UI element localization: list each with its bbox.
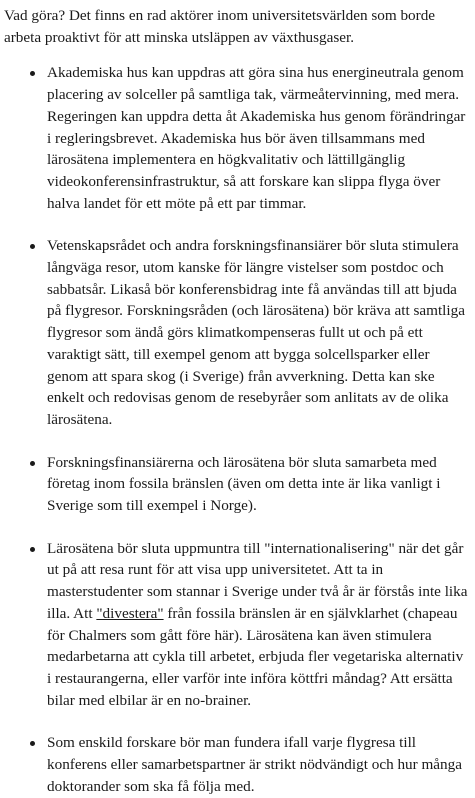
bullet-icon [30,461,35,466]
intro-paragraph: Vad göra? Det finns en rad aktörer inom universitetsvärlden som borde arbeta proaktivt för att minska utsläppen av växthusgaser. [4,7,436,46]
list-item-text: Som enskild forskare bör man fundera ifall varje flygresa till konferens eller samarbetspartner är strikt nödvändigt och hur många doktorander som ska få följa med. [47,734,462,795]
divestera-link[interactable]: "divestera" [96,604,164,622]
bullet-icon [30,244,35,249]
bullet-icon [30,741,35,746]
list-item-text-before: Lärosätena bör sluta uppmuntra till "internationalisering" när det går ut på att resa runt för att visa upp universitetet. Att ta in masterstudenter som stannar i Sverige under två år är förstås inte lika illa. Att [47,539,468,622]
list-item-akademiska-hus [4,62,469,214]
list-item-text: Akademiska hus kan uppdras att göra sina hus energineutrala genom placering av solceller på samtliga tak, värmeåtervinning, med mera. Regeringen kan uppdra detta åt Akademiska hus genom förändringar i regleringsbrevet. Akademiska hus bör även tillsammans med lärosätena implementera en högkvalitativ och lättillgänglig videokonferensinfrastruktur, så att forskare kan slippa flyga över halva landet för ett möte på ett par timmar. [47,64,466,212]
list-item-vetenskapsradet [4,235,469,430]
list-item-text: Vetenskapsrådet och andra forskningsfinansiärer bör sluta stimulera långväga resor, utom kanske för längre vistelser som postdoc och sabbatsår. Likaså bör konferensbidrag inte få användas till att bjuda på flygresor. Forskningsråden (och lärosätena) bör kräva att samtliga flygresor som ändå görs klimatkompenseras fullt ut och på ett varaktigt sätt, till exempel genom att bygga solcellsparker eller genom att spara skog (i Sverige) från avverkning. Detta kan ske enkelt och redovisas genom de resebyråer som anlitats av de olika lärosätena. [47,237,465,428]
list-item-fossila-foretag [4,452,469,517]
bullet-icon [30,71,35,76]
bullet-icon [30,547,35,552]
proposal-list [4,62,469,797]
list-item-text: Forskningsfinansiärerna och lärosätena bör sluta samarbeta med företag inom fossila bränslen (även om detta inte är lika vanligt i Sverige som till exempel i Norge). [47,453,441,515]
list-item-enskild-forskare [4,732,469,797]
list-item-text-after: från fossila bränslen är en självklarhet (chapeau för Chalmers som gått före här). Lärosätena kan även stimulera medarbetarna att cykla till arbetet, erbjuda fler vegetariska alternativ i restaurangerna, eller varför inte införa köttfri måndag? Att ersätta bilar med elbilar är en no-brainer. [47,604,464,709]
list-item-internationalisering [4,538,469,712]
